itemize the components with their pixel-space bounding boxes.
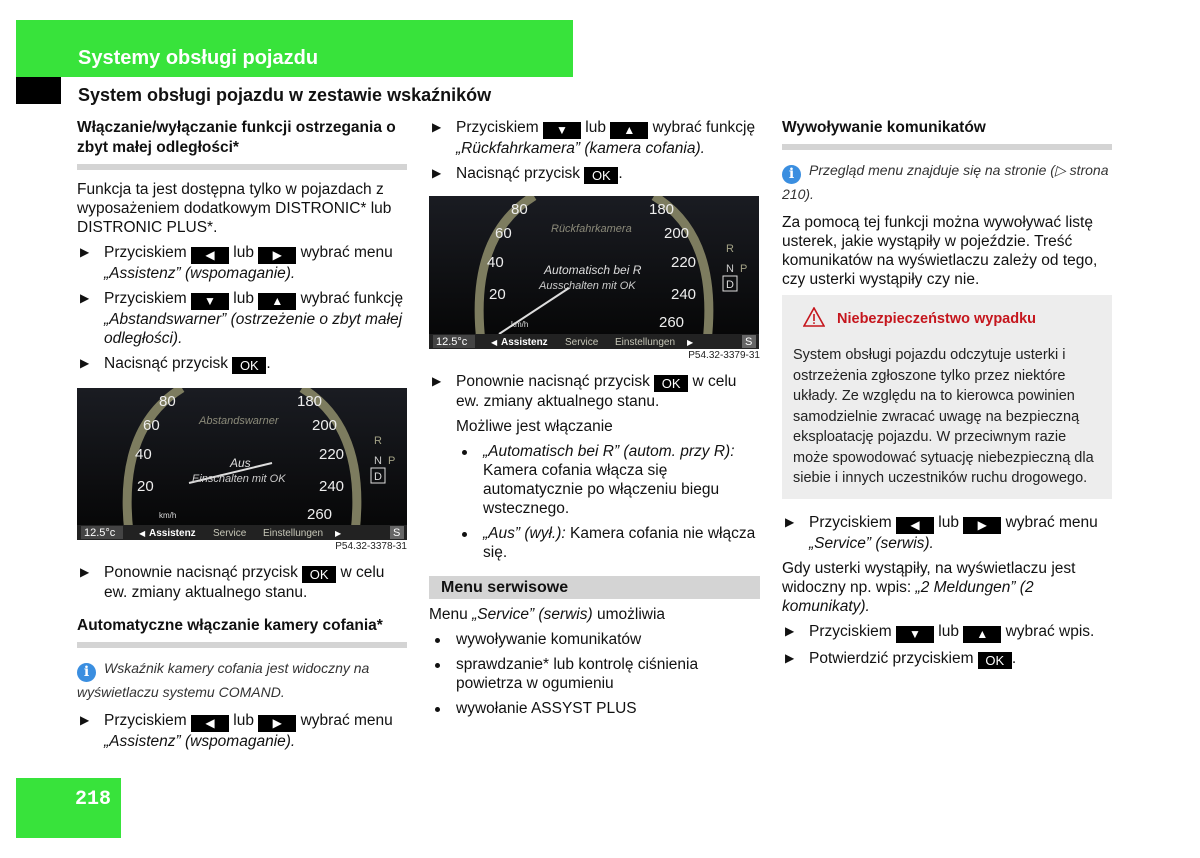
menu-item: Assistenz bbox=[501, 337, 548, 348]
display-line1: Aus bbox=[230, 456, 251, 470]
heading-distance-warning: Włączanie/wyłączanie funkcji ostrzegania o zbyt małej odległości* bbox=[77, 118, 407, 170]
info-icon: i bbox=[77, 663, 96, 682]
right-key-icon: ▶ bbox=[258, 247, 296, 264]
speed-label: 220 bbox=[319, 446, 345, 463]
gear-p: P bbox=[740, 263, 748, 275]
cluster-display-figure bbox=[77, 388, 407, 540]
step: ▶ Przyciskiem ◀ lub ▶ wybrać menu „Assistenz” (wspomaganie). bbox=[77, 243, 407, 283]
speed-label: 20 bbox=[489, 286, 506, 303]
list-item: sprawdzanie* lub kontrolę ciśnienia powietrza w ogumieniu bbox=[429, 655, 760, 693]
menu-item: Einstellungen bbox=[615, 337, 676, 348]
menu-heading: Menu serwisowe bbox=[429, 576, 760, 599]
display-title: Abstandswarner bbox=[199, 415, 279, 427]
speed-label: 260 bbox=[307, 506, 333, 523]
intro-text: Funkcja ta jest dostępna tylko w pojazdach z wyposażeniem dodatkowym DISTRONIC* lub DISTRONIC PLUS*. bbox=[77, 181, 392, 236]
speed-label: 80 bbox=[511, 201, 528, 218]
up-key-icon: ▲ bbox=[258, 293, 296, 310]
info-icon: i bbox=[782, 165, 801, 184]
menu-item: Einstellungen bbox=[263, 528, 324, 539]
display-line2: Ausschalten mit OK bbox=[539, 280, 636, 292]
column-1 bbox=[77, 118, 407, 757]
step: ▶ Przyciskiem ▼ lub ▲ wybrać funkcję „Abstandswarner” (ostrzeżenie o zbyt małej odległości). bbox=[77, 289, 407, 348]
cluster-display-figure bbox=[429, 196, 759, 349]
possible-text: Możliwe jest włączanie bbox=[456, 418, 613, 435]
heading-auto-camera: Automatyczne włączanie kamery cofania* bbox=[77, 616, 407, 648]
figure-ref: P54.32-3378-31 bbox=[335, 541, 407, 552]
speed-label: 200 bbox=[664, 225, 690, 242]
ok-key-icon: OK bbox=[232, 357, 266, 374]
display-title: Rückfahrkamera bbox=[551, 223, 632, 235]
info-note: i Przegląd menu znajduje się na stronie (▷ strona 210). bbox=[782, 162, 1109, 202]
step: ▶ Ponownie nacisnąć przycisk OK w celu ew. zmiany aktualnego stanu. bbox=[77, 563, 407, 602]
right-key-icon: ▶ bbox=[258, 715, 296, 732]
gear-r: R bbox=[726, 243, 734, 255]
info-note: i Wskaźnik kamery cofania jest widoczny na wyświetlaczu systemu COMAND. bbox=[77, 660, 370, 700]
speed-label: 260 bbox=[659, 314, 685, 331]
up-key-icon: ▲ bbox=[963, 626, 1001, 643]
warning-text: System obsługi pojazdu odczytuje usterki i ostrzeżenia zgłoszone tylko przez niektóre układy. Ze względu na to kierowca powinien samodzielnie zwracać uwagę na bezpieczną eksploatację pojazdu. W przeciwnym razie może spowodować sytuację niebezpieczną dla siebie i innych uczestników ruchu drogowego. bbox=[793, 347, 1094, 486]
speed-label: 60 bbox=[143, 417, 160, 434]
svg-text:▶: ▶ bbox=[335, 529, 342, 538]
step: ▶ Nacisnąć przycisk OK . bbox=[77, 354, 407, 374]
down-key-icon: ▼ bbox=[896, 626, 934, 643]
chapter-title: Systemy obsługi pojazdu bbox=[78, 47, 319, 69]
list-item: wywołanie ASSYST PLUS bbox=[429, 699, 760, 718]
ok-key-icon: OK bbox=[584, 167, 618, 184]
warning-triangle-icon bbox=[803, 307, 825, 333]
speed-label: 180 bbox=[297, 393, 323, 410]
page-number: 218 bbox=[75, 788, 112, 811]
right-key-icon: ▶ bbox=[963, 517, 1001, 534]
body-text: Gdy usterki wystąpiły, na wyświetlaczu jest widoczny np. wpis: „2 Meldungen” (2 komunikaty). bbox=[782, 559, 1076, 615]
gear-d: D bbox=[726, 279, 734, 291]
step: ▶ Przyciskiem ◀ lub ▶ wybrać menu „Assistenz” (wspomaganie). bbox=[77, 711, 407, 751]
temp-readout: 12.5°c bbox=[436, 336, 468, 348]
svg-text:▶: ▶ bbox=[687, 338, 694, 347]
left-key-icon: ◀ bbox=[896, 517, 934, 534]
option-item: „Automatisch bei R” (autom. przy R): Kamera cofania włącza się automatycznie po włączeniu biegu wstecznego. bbox=[456, 442, 760, 518]
menu-intro: Menu „Service” (serwis) umożliwia bbox=[429, 606, 666, 623]
menu-item: Service bbox=[565, 337, 599, 348]
speed-label: 180 bbox=[649, 201, 675, 218]
step: ▶ Przyciskiem ▼ lub ▲ wybrać wpis. bbox=[782, 622, 1112, 643]
ok-key-icon: OK bbox=[302, 566, 336, 583]
chapter-header-bar bbox=[16, 20, 573, 77]
left-key-icon: ◀ bbox=[191, 247, 229, 264]
menu-item: Service bbox=[213, 528, 247, 539]
step: ▶ Przyciskiem ◀ lub ▶ wybrać menu „Service” (serwis). bbox=[782, 513, 1112, 553]
warning-box bbox=[782, 295, 1112, 499]
s-indicator: S bbox=[745, 336, 753, 348]
speed-label: 40 bbox=[135, 446, 152, 463]
svg-text:◀: ◀ bbox=[139, 529, 146, 538]
gear-r: R bbox=[374, 435, 382, 447]
gear-p: P bbox=[388, 455, 396, 467]
step: ▶ Potwierdzić przyciskiem OK . bbox=[782, 649, 1112, 669]
down-key-icon: ▼ bbox=[191, 293, 229, 310]
left-key-icon: ◀ bbox=[191, 715, 229, 732]
option-item: „Aus” (wył.): Kamera cofania nie włącza się. bbox=[456, 524, 760, 562]
speed-label: 20 bbox=[137, 478, 154, 495]
section-marker bbox=[16, 77, 61, 104]
menu-item: Assistenz bbox=[149, 528, 196, 539]
speed-label: 40 bbox=[487, 254, 504, 271]
heading-messages: Wywoływanie komunikatów bbox=[782, 118, 1112, 150]
step: ▶ Przyciskiem ▼ lub ▲ wybrać funkcję „Rückfahrkamera” (kamera cofania). bbox=[429, 118, 760, 158]
gear-d: D bbox=[374, 471, 382, 483]
speed-label: 200 bbox=[312, 417, 338, 434]
body-text: Za pomocą tej funkcji można wywoływać listę usterek, jakie wystąpiły w pojeździe. Treść komunikatów na wyświetlaczu zależy od tego, czy usterki wystąpiły czy nie. bbox=[782, 214, 1098, 288]
gear-n: N bbox=[374, 455, 382, 467]
speed-label: 60 bbox=[495, 225, 512, 242]
ok-key-icon: OK bbox=[654, 375, 688, 392]
display-line2: Einschalten mit OK bbox=[192, 473, 286, 485]
ok-key-icon: OK bbox=[978, 652, 1012, 669]
speed-label: 80 bbox=[159, 393, 176, 410]
speed-label: 240 bbox=[319, 478, 345, 495]
unit-label: km/h bbox=[159, 511, 177, 520]
up-key-icon: ▲ bbox=[610, 122, 648, 139]
step: ▶ Ponownie nacisnąć przycisk OK w celu ew. zmiany aktualnego stanu. bbox=[429, 372, 760, 411]
speed-label: 220 bbox=[671, 254, 697, 271]
warning-heading: Niebezpieczeństwo wypadku bbox=[793, 307, 1100, 333]
speed-label: 240 bbox=[671, 286, 697, 303]
temp-readout: 12.5°c bbox=[84, 527, 116, 539]
s-indicator: S bbox=[393, 527, 401, 539]
figure-ref: P54.32-3379-31 bbox=[688, 350, 760, 361]
column-2 bbox=[429, 118, 760, 724]
step: ▶ Nacisnąć przycisk OK . bbox=[429, 164, 760, 184]
display-line1: Automatisch bei R bbox=[544, 263, 642, 277]
gear-n: N bbox=[726, 263, 734, 275]
unit-label: km/h bbox=[511, 320, 529, 329]
svg-text:◀: ◀ bbox=[491, 338, 498, 347]
page-number-box bbox=[16, 778, 121, 838]
down-key-icon: ▼ bbox=[543, 122, 581, 139]
list-item: wywoływanie komunikatów bbox=[429, 630, 760, 649]
section-title: System obsługi pojazdu w zestawie wskaźników bbox=[78, 85, 492, 105]
column-3 bbox=[782, 118, 1112, 675]
